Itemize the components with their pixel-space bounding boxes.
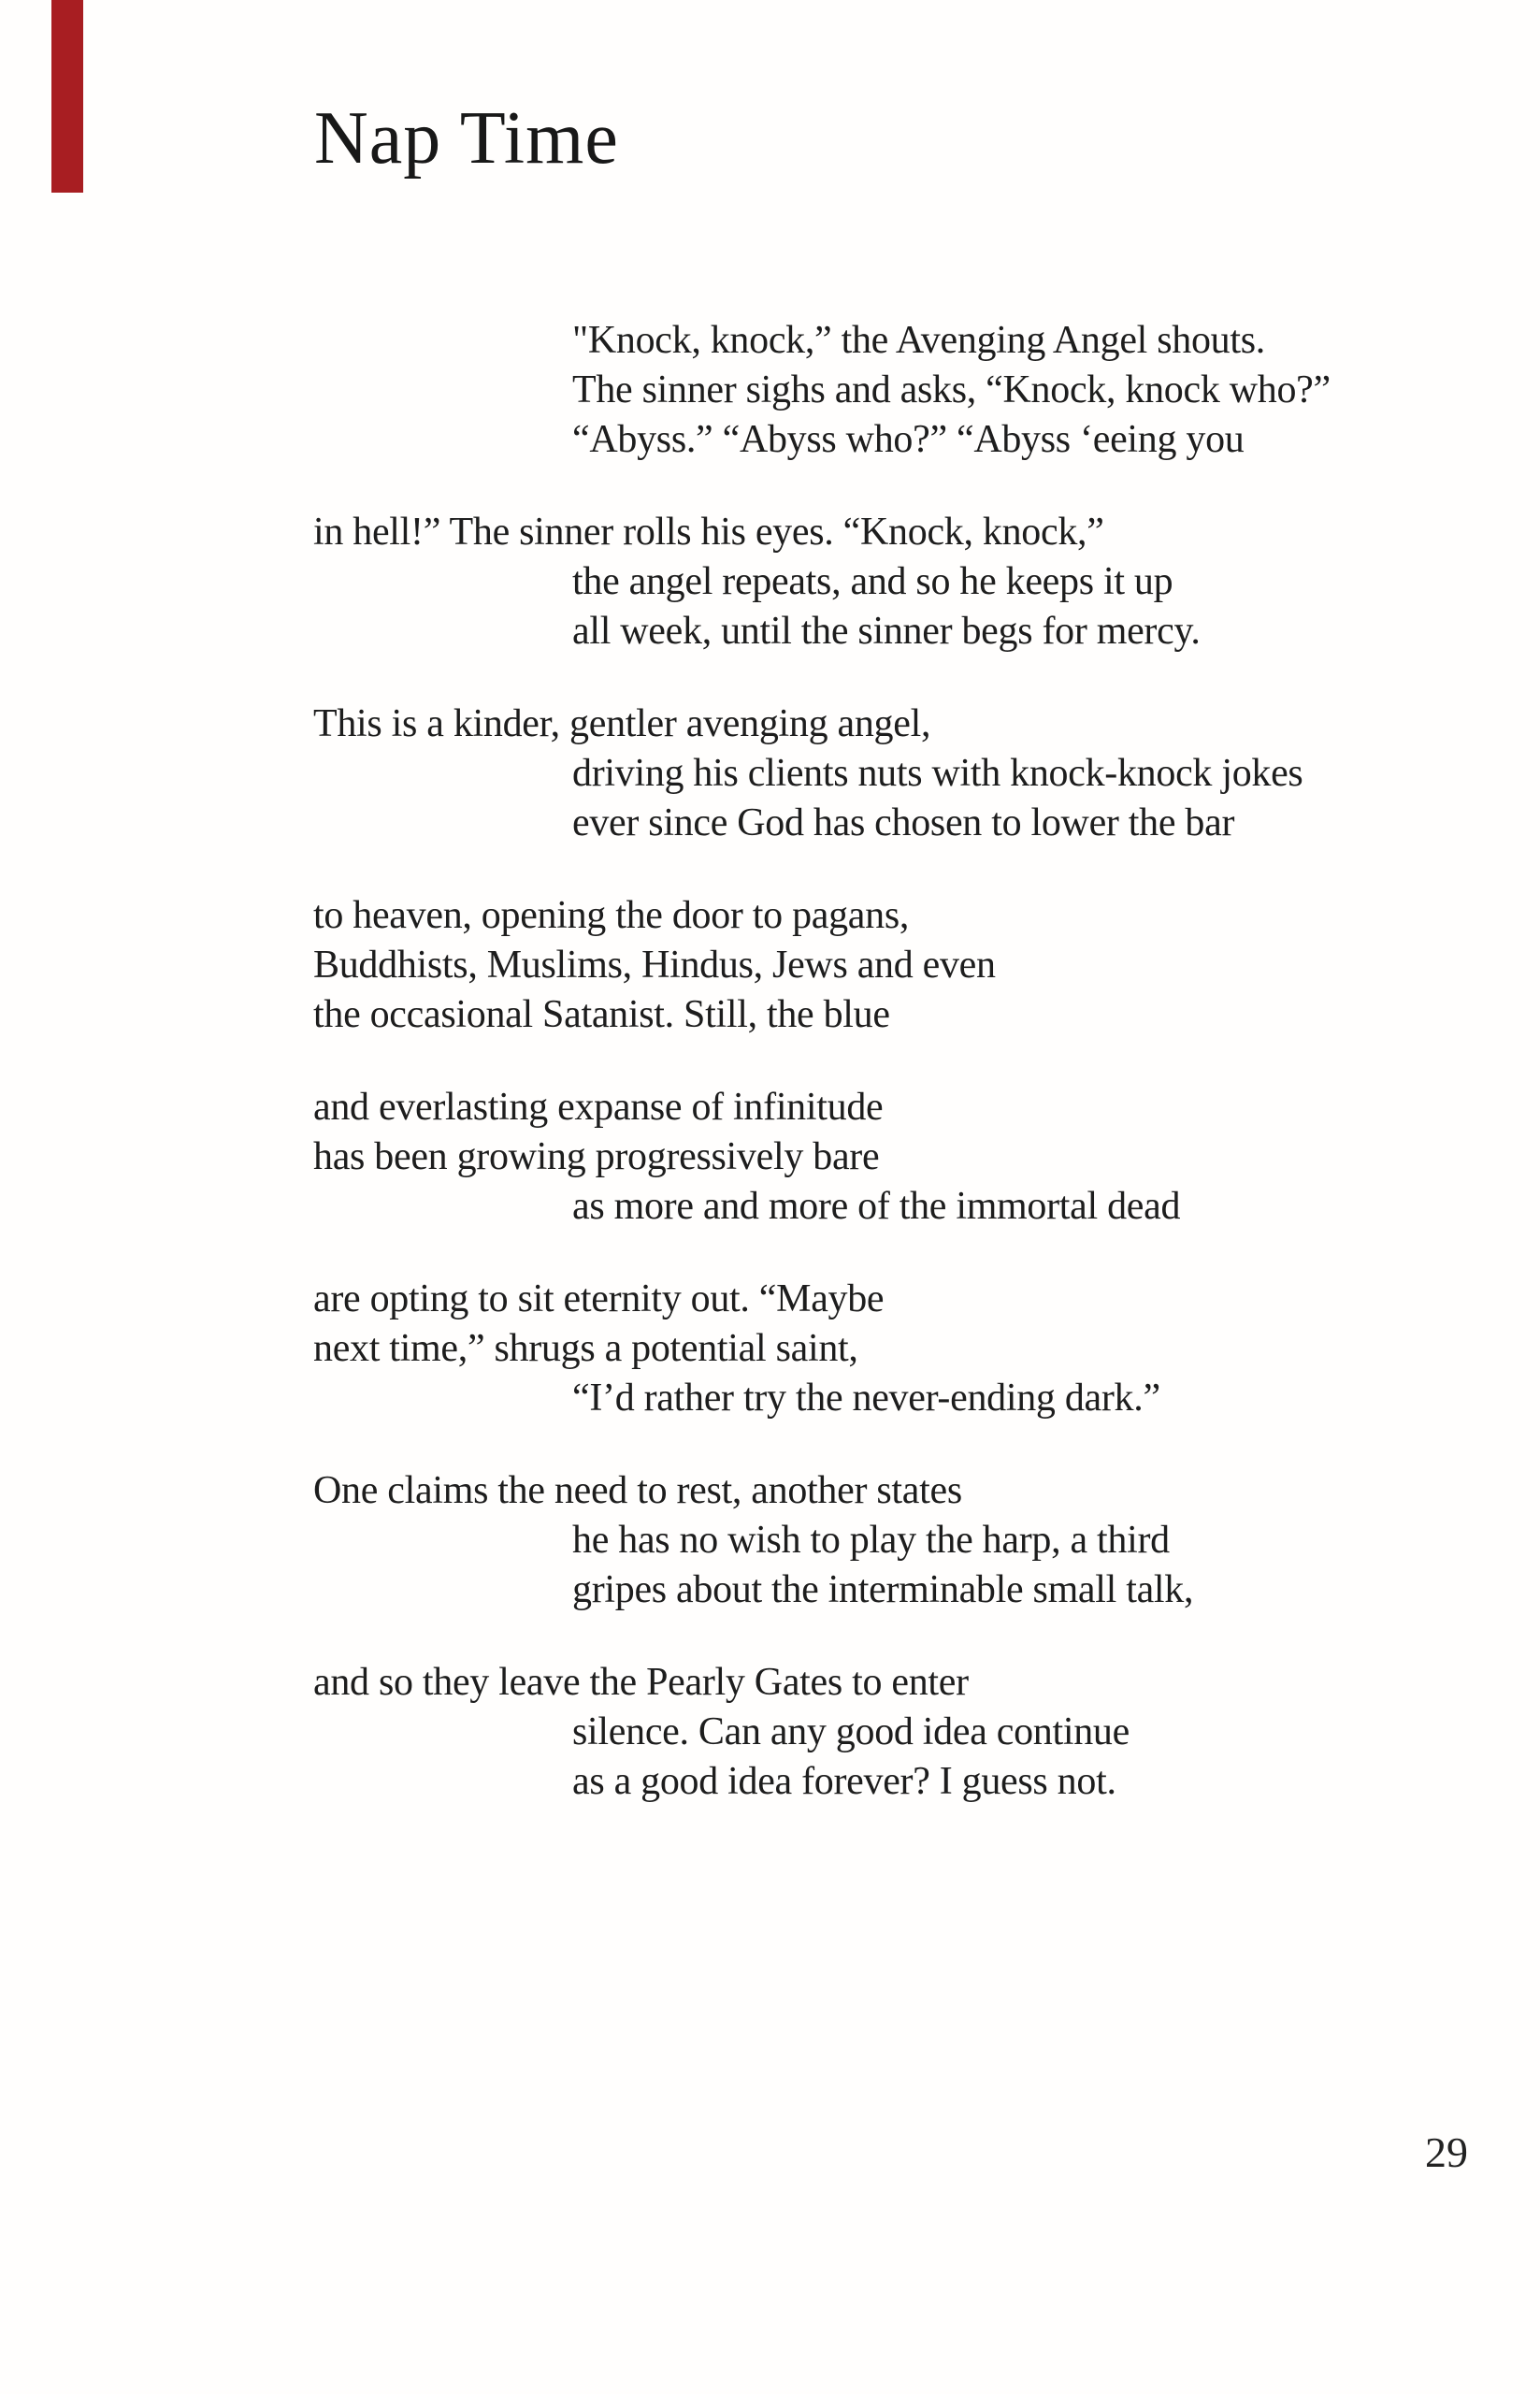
stanza-5 — [313, 1083, 1417, 1232]
poem-line: all week, until the sinner begs for mercy. — [572, 610, 1201, 653]
poem-line: driving his clients nuts with knock-knock jokes — [572, 752, 1303, 795]
poem-line: gripes about the interminable small talk, — [572, 1568, 1194, 1611]
poem-line: silence. Can any good idea continue — [572, 1710, 1130, 1753]
poem-line: the occasional Satanist. Still, the blue — [313, 993, 890, 1036]
stanza-3 — [313, 699, 1417, 848]
poem-line: he has no wish to play the harp, a third — [572, 1519, 1170, 1562]
poem-title: Nap Time — [314, 97, 619, 180]
red-cover-strip — [51, 0, 83, 193]
poem-line: are opting to sit eternity out. “Maybe — [313, 1277, 885, 1320]
stanza-8 — [313, 1658, 1417, 1807]
poem-body — [313, 316, 1417, 1850]
poem-line: and so they leave the Pearly Gates to enter — [313, 1661, 969, 1704]
stanza-1 — [313, 316, 1417, 465]
poem-line: to heaven, opening the door to pagans, — [313, 894, 910, 937]
poem-line: has been growing progressively bare — [313, 1135, 880, 1178]
poem-line: in hell!” The sinner rolls his eyes. “Knock, knock,” — [313, 511, 1104, 554]
poem-line: as a good idea forever? I guess not. — [572, 1760, 1116, 1803]
poem-line: and everlasting expanse of infinitude — [313, 1086, 884, 1129]
poem-line: The sinner sighs and asks, “Knock, knock who?” — [572, 368, 1331, 411]
poem-line: "Knock, knock,” the Avenging Angel shouts. — [572, 319, 1266, 362]
stanza-6 — [313, 1275, 1417, 1423]
poem-line: Buddhists, Muslims, Hindus, Jews and even — [313, 944, 996, 987]
poem-line: “Abyss.” “Abyss who?” “Abyss ‘eeing you — [572, 418, 1245, 461]
poem-line: next time,” shrugs a potential saint, — [313, 1327, 858, 1370]
poem-line: ever since God has chosen to lower the bar — [572, 801, 1235, 844]
poem-line: “I’d rather try the never-ending dark.” — [572, 1377, 1160, 1420]
page-number: 29 — [1425, 2128, 1468, 2176]
stanza-2 — [313, 508, 1417, 656]
poem-line: This is a kinder, gentler avenging angel, — [313, 702, 931, 745]
poem-line: the angel repeats, and so he keeps it up — [572, 560, 1173, 603]
poem-line: as more and more of the immortal dead — [572, 1185, 1181, 1228]
stanza-7 — [313, 1466, 1417, 1615]
poem-line: One claims the need to rest, another states — [313, 1469, 962, 1512]
stanza-4 — [313, 891, 1417, 1040]
